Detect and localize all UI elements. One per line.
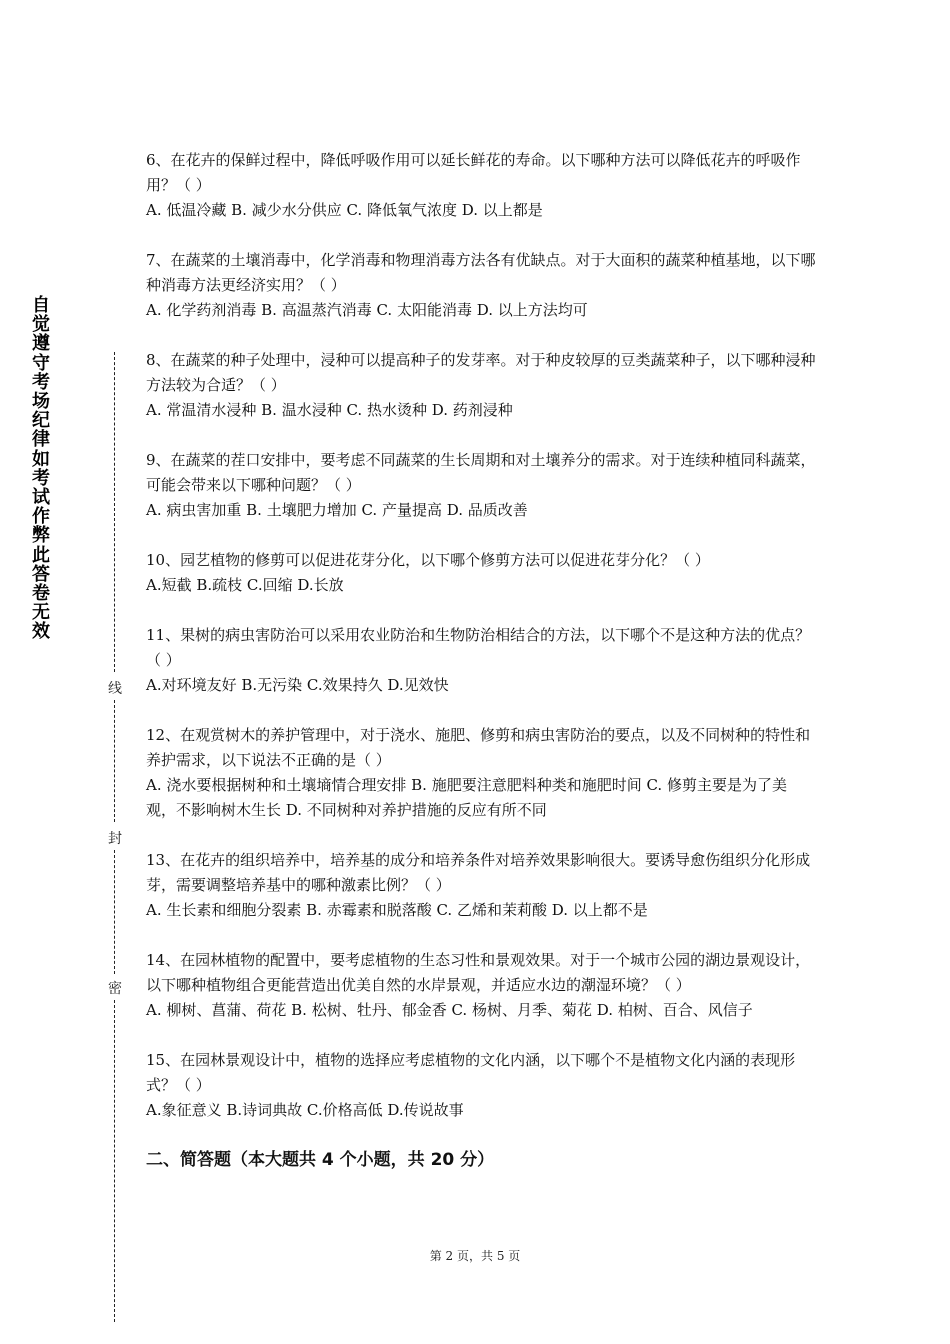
question-10: [146, 548, 816, 598]
question-options: A. 生长素和细胞分裂素 B. 赤霉素和脱落酸 C. 乙烯和茉莉酸 D. 以上都不是: [146, 901, 648, 919]
binding-label-secret: 密: [108, 981, 122, 997]
question-13: [146, 848, 816, 923]
page-number: 第 2 页，共 5 页: [429, 1249, 521, 1263]
question-7: [146, 248, 816, 323]
question-text: 12、在观赏树木的养护管理中，对于浇水、施肥、修剪和病虫害防治的要点，以及不同树种的特性和养护需求，以下说法不正确的是（ ）: [146, 726, 811, 769]
question-8: [146, 348, 816, 423]
question-11: [146, 623, 816, 698]
question-6: [146, 148, 816, 223]
question-text: 10、园艺植物的修剪可以促进花芽分化，以下哪个修剪方法可以促进花芽分化？（ ）: [146, 551, 710, 569]
question-12: [146, 723, 816, 823]
question-options: A.象征意义 B.诗词典故 C.价格高低 D.传说故事: [146, 1101, 464, 1119]
question-list: [146, 148, 816, 1173]
question-options: A. 化学药剂消毒 B. 高温蒸汽消毒 C. 太阳能消毒 D. 以上方法均可: [146, 301, 588, 319]
question-15: [146, 1048, 816, 1123]
question-text: 6、在花卉的保鲜过程中，降低呼吸作用可以延长鲜花的寿命。以下哪种方法可以降低花卉的呼吸作用？（ ）: [146, 151, 801, 194]
question-options: A. 常温清水浸种 B. 温水浸种 C. 热水烫种 D. 药剂浸种: [146, 401, 513, 419]
question-text: 13、在花卉的组织培养中，培养基的成分和培养条件对培养效果影响很大。要诱导愈伤组织分化形成芽，需要调整培养基中的哪种激素比例？（ ）: [146, 851, 811, 894]
question-text: 15、在园林景观设计中，植物的选择应考虑植物的文化内涵，以下哪个不是植物文化内涵的表现形式？（ ）: [146, 1051, 796, 1094]
section-title: 二、简答题（本大题共 4 个小题，共 20 分）: [146, 1150, 495, 1170]
binding-label-seal: 封: [108, 831, 122, 847]
question-options: A.对环境友好 B.无污染 C.效果持久 D.见效快: [146, 676, 449, 694]
question-text: 11、果树的病虫害防治可以采用农业防治和生物防治相结合的方法，以下哪个不是这种方法的优点？（ ）: [146, 626, 811, 669]
question-text: 7、在蔬菜的土壤消毒中，化学消毒和物理消毒方法各有优缺点。对于大面积的蔬菜种植基地，以下哪种消毒方法更经济实用？（ ）: [146, 251, 816, 294]
exam-discipline-notice: 自觉遵守考场纪律如考试作弊此答卷无效: [32, 295, 50, 643]
question-9: [146, 448, 816, 523]
question-options: A. 低温冷藏 B. 减少水分供应 C. 降低氧气浓度 D. 以上都是: [146, 201, 543, 219]
question-14: [146, 948, 816, 1023]
question-text: 14、在园林植物的配置中，要考虑植物的生态习性和景观效果。对于一个城市公园的湖边景观设计，以下哪种植物组合更能营造出优美自然的水岸景观，并适应水边的潮湿环境？（ ）: [146, 951, 811, 994]
binding-dashed-line: [114, 850, 115, 974]
question-text: 8、在蔬菜的种子处理中，浸种可以提高种子的发芽率。对于种皮较厚的豆类蔬菜种子，以下哪种浸种方法较为合适？（ ）: [146, 351, 816, 394]
question-options: A.短截 B.疏枝 C.回缩 D.长放: [146, 576, 344, 594]
binding-dashed-line: [114, 700, 115, 822]
binding-dashed-line: [114, 1000, 115, 1322]
question-options: A. 柳树、菖蒲、荷花 B. 松树、牡丹、郁金香 C. 杨树、月季、菊花 D. 柏树、百合、风信子: [146, 1001, 753, 1019]
binding-dashed-line: [114, 352, 115, 672]
question-text: 9、在蔬菜的茬口安排中，要考虑不同蔬菜的生长周期和对土壤养分的需求。对于连续种植同科蔬菜，可能会带来以下哪种问题？（ ）: [146, 451, 816, 494]
question-options: A. 病虫害加重 B. 土壤肥力增加 C. 产量提高 D. 品质改善: [146, 501, 528, 519]
binding-label-line: 线: [108, 681, 122, 697]
question-options: A. 浇水要根据树种和土壤墒情合理安排 B. 施肥要注意肥料种类和施肥时间 C. 修剪主要是为了美观，不影响树木生长 D. 不同树种对养护措施的反应有所不同: [146, 776, 787, 819]
